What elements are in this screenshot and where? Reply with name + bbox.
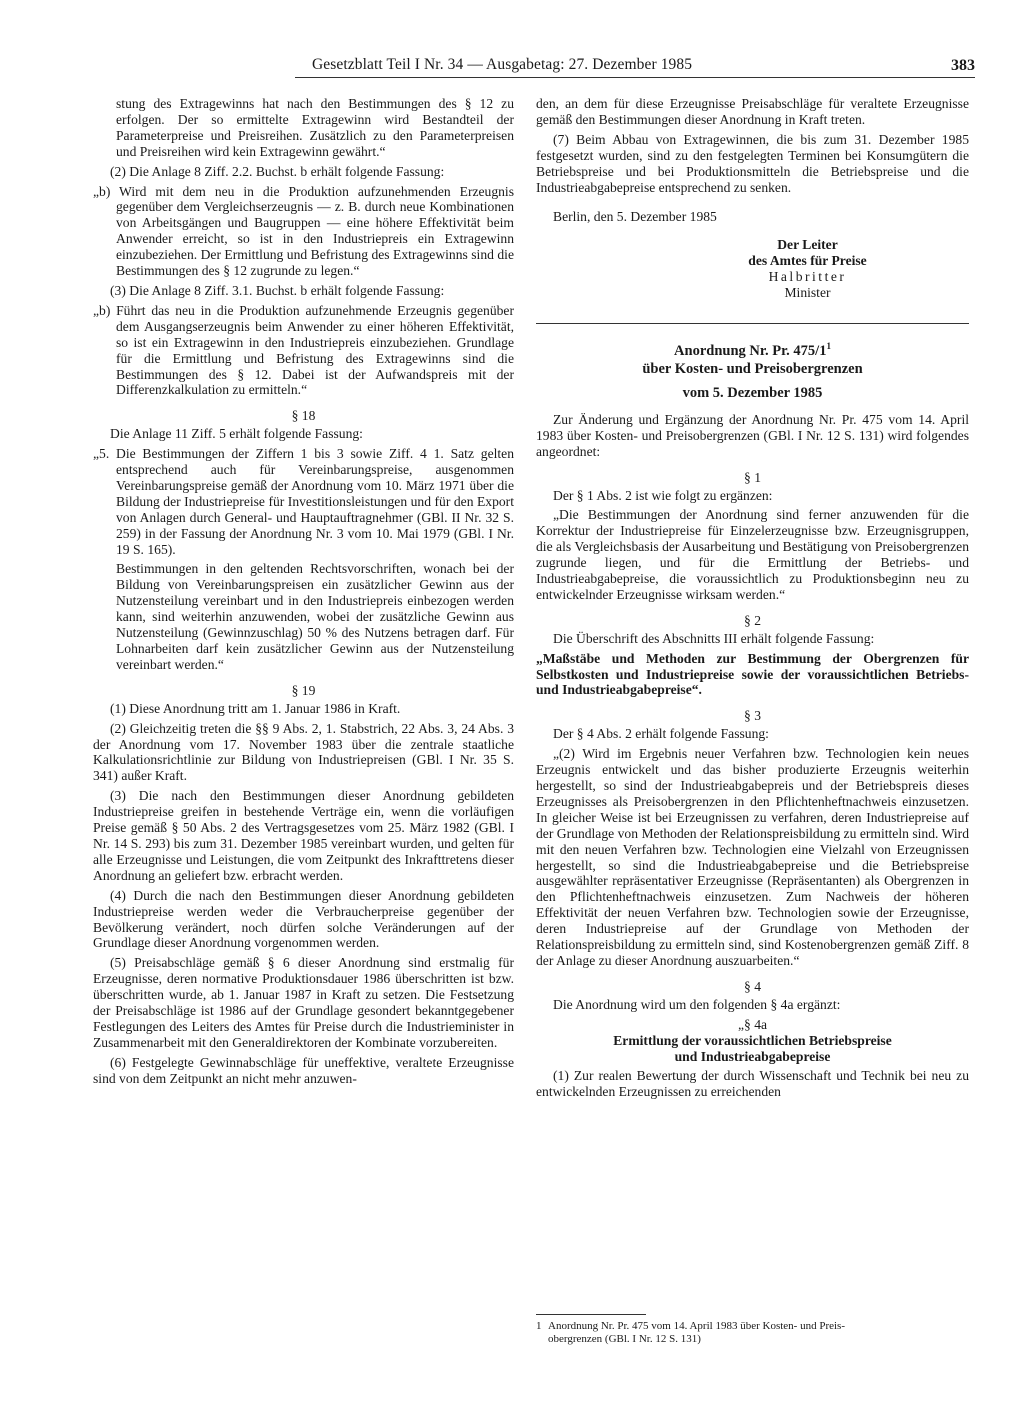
section-19-para-4: (4) Durch die nach den Bestimmungen dieser Anordnung gebildeten Industriepreise werden weder die Verbraucherpreise gegenüber der Bevölkerung verändert, noch dürfen solche Veränderungen auf der Grundlage dieser Anordnung vorgenommen werden. bbox=[93, 887, 514, 951]
section-18-item-5-continued: Bestimmungen in den geltenden Rechtsvorschriften, wonach bei der Bildung von Vereinbarungspreisen ein zusätzlicher Gewinn aus der Nutzensteilung vereinbart und in den Industriepreis einbezogen werden kann, sind weiterhin anzuwenden, wobei der zusätzliche Gewinn aus Nutzensteilung (Gewinnzuschlag) 50 % des Nutzens betragen darf. Für Lohnarbeiten darf kein zusätzlicher Gewinn aus der Nutzensteilung vereinbart werden.“ bbox=[116, 561, 514, 672]
signatory-role-2: des Amtes für Preise bbox=[748, 253, 867, 269]
section-4a-text: (1) Zur realen Bewertung der durch Wissenschaft und Technik bei neu zu entwickelnden Erzeugnissen zu erreichenden bbox=[536, 1068, 969, 1100]
section-divider bbox=[536, 323, 969, 324]
section-18-item-5: „5. Die Bestimmungen der Ziffern 1 bis 3 sowie Ziff. 4 1. Satz gelten entsprechend auch für Vereinbarungspreise, ausgenommen Vereinbarungspreise gemäß der Anordnung vom 10. März 1971 über die Bildung der Industriepreise für Investitionsleistungen und für den Export von Anlagen durch General- und Hauptauftragnehmer (GBl. II Nr. 32 S. 259) in der Fassung der Anordnung Nr. 3 vom 10. Mai 1979 (GBl. I Nr. 19 S. 165). bbox=[93, 446, 514, 557]
ordinance-title-2: über Kosten- und Preisobergrenzen bbox=[642, 360, 863, 377]
page-header bbox=[90, 57, 975, 79]
section-18-intro: Die Anlage 11 Ziff. 5 erhält folgende Fassung: bbox=[110, 426, 363, 442]
ordinance-date: vom 5. Dezember 1985 bbox=[682, 384, 823, 401]
footnote-ref: 1 bbox=[826, 341, 831, 352]
section-4a-title-1: Ermittlung der voraussichtlichen Betriebspreise bbox=[613, 1032, 892, 1048]
section-3-heading: § 3 bbox=[744, 708, 761, 724]
left-column bbox=[93, 96, 514, 1091]
section-19-para-3: (3) Die nach den Bestimmungen dieser Anordnung gebildeten Industriepreise greifen in bestehende Verträge ein, wenn die vorläufigen Preise gemäß § 50 Abs. 2 des Vertragsgesetzes vom 25. März 1982 (GBl. I Nr. 14 S. 293) bis zum 31. Dezember 1985 vereinbart wurden, und gelten für alle Erzeugnisse und Leistungen, die vom Zeitpunkt des Inkrafttretens dieser Anordnung an geliefert bzw. erbracht werden. bbox=[93, 788, 514, 883]
signatory-role-1: Der Leiter bbox=[777, 237, 838, 253]
section-19-para-1: (1) Diese Anordnung tritt am 1. Januar 1986 in Kraft. bbox=[110, 700, 401, 716]
page-number: 383 bbox=[951, 57, 975, 74]
section-4-intro: Die Anordnung wird um den folgenden § 4a ergänzt: bbox=[553, 996, 841, 1012]
footnote-number: 1 bbox=[536, 1320, 542, 1332]
section-2-text: „Maßstäbe und Methoden zur Bestimmung der Obergrenzen für Selbstkosten und Industriepreise sowie der voraussichtlichen Betriebs- und Industrieabgabepreise“. bbox=[536, 650, 969, 698]
footnote-line-2: obergrenzen (GBl. I Nr. 12 S. 131) bbox=[548, 1333, 701, 1345]
section-3-text: „(2) Wird im Ergebnis neuer Verfahren bzw. Technologien kein neues Erzeugnis entwickelt und das bisher produzierte Erzeugnis weiterhin hergestellt, so sind der Industrieabgabepreis und der Betriebspreis dieses Erzeugnisses als Preisobergrenzen in den Pflichtenheftnachweis einzusetzen. In gleicher Weise ist bei Erzeugnissen zu verfahren, deren Industriepreise auf der Grundlage von Methoden der Relationspreisbildung zu ermitteln sind. Wird mit den neuen Verfahren bzw. Technologien eine Vielzahl von Erzeugnissen hergestellt, so sind die Industrieabgabepreise und die Betriebspreise ausgewählter repräsentativer Erzeugnisse (Repräsentanten) als Obergrenzen in den Pflichtenheftnachweis einzusetzen. Zum Nachweis der höheren Effektivität der neuen Verfahren bzw. Technologien sowie der Erzeugnisse, deren Industriepreise auf der Grundlage von Methoden der Relationspreisbildung zu ermitteln sind, sind Kostenobergrenzen gemäß Ziff. 8 der Anlage zu dieser Anordnung auszuarbeiten.“ bbox=[536, 746, 969, 968]
section-18-heading: § 18 bbox=[291, 408, 316, 424]
section-19-para-5: (5) Preisabschläge gemäß § 6 dieser Anordnung sind erstmalig für Erzeugnisse, deren normative Produktionsdauer 1986 überschritten ist bzw. überschritten wurde, ab 1. Januar 1987 in Kraft zu setzen. Die Festsetzung der Preisabschläge ist 1986 auf der Grundlage gesondert bekanntgegebener Festlegungen des Leiters des Amtes für Preise durch die Industrieminister in Zusammenarbeit mit den Generaldirektoren der Kombinate vorzubereiten. bbox=[93, 955, 514, 1050]
place-date: Berlin, den 5. Dezember 1985 bbox=[553, 209, 717, 225]
section-2-heading: § 2 bbox=[744, 612, 761, 628]
section-19-heading: § 19 bbox=[291, 682, 316, 698]
footnote bbox=[536, 1320, 969, 1346]
signatory-name: Halbritter bbox=[768, 269, 847, 285]
section-1-text: „Die Bestimmungen der Anordnung sind ferner anzuwenden für die Korrektur der Industriepreise für Einzelerzeugnisse bzw. Erzeugnisgruppen, die als Vergleichsbasis der Ausarbeitung und Bestätigung von Preisobergrenzen zugrunde liegen, und für die Ermittlung der Betriebs- und Industrieabgabepreise, die voraussichtlich zu Produktionsbeginn neu zu entwickelnder Erzeugnisse wirksam werden.“ bbox=[536, 507, 969, 602]
left-continuation-paragraph: stung des Extragewinns hat nach den Bestimmungen des § 12 zu erfolgen. Der so ermittelte Extragewinn wird Bestandteil der Parameterpreise und Preisreihen. Zusätzlich zu den Parameterpreisen und Preisreihen wird kein Extragewinn gewährt.“ bbox=[116, 96, 514, 159]
section-4-heading: § 4 bbox=[744, 978, 761, 994]
ordinance-intro: Zur Änderung und Ergänzung der Anordnung Nr. Pr. 475 vom 14. April 1983 über Kosten- und Preisobergrenzen (GBl. I Nr. 12 S. 131) wird folgendes angeordnet: bbox=[536, 411, 969, 459]
header-title: Gesetzblatt Teil I Nr. 34 — Ausgabetag: 27. Dezember 1985 bbox=[312, 56, 693, 73]
paragraph-7: (7) Beim Abbau von Extragewinnen, die bis zum 31. Dezember 1985 festgesetzt wurden, sind zu den festgelegten Terminen bei Konsumgütern die Betriebspreise und bei Produktionsmitteln die Betriebspreise und die Industrieabgabepreise entsprechend zu senken. bbox=[536, 131, 969, 195]
right-column bbox=[536, 96, 969, 1104]
section-3-intro: Der § 4 Abs. 2 erhält folgende Fassung: bbox=[553, 726, 769, 742]
ordinance-title-1: Anordnung Nr. Pr. $475/1^1$ bbox=[674, 341, 831, 359]
footnote-rule bbox=[536, 1314, 646, 1315]
section-19-para-6: (6) Festgelegte Gewinnabschläge für uneffektive, veraltete Erzeugnisse sind von dem Zeitpunkt an nicht mehr anzuwen- bbox=[93, 1054, 514, 1086]
section-19-para-2: (2) Gleichzeitig treten die §§ 9 Abs. 2, 1. Stabstrich, 22 Abs. 3, 24 Abs. 3 der Anordnung vom 17. November 1983 über die zentrale staatliche Kalkulationsrichtlinie zur Bildung von Industriepreisen (GBl. I Nr. 35 S. 341) außer Kraft. bbox=[93, 720, 514, 784]
footnote-line-1: 1 Anordnung Nr. Pr. 475 vom 14. April 1983 über Kosten- und Preis- bbox=[536, 1320, 845, 1332]
section-4a-heading: „§ 4a bbox=[737, 1016, 768, 1032]
section-1-heading: § 1 bbox=[744, 469, 761, 485]
header-rule bbox=[295, 77, 975, 78]
quote-b-2: „b) Führt das neu in die Produktion aufzunehmende Erzeugnis gegenüber dem Ausgangserzeugnis beim Anwender zu einer höheren Effektivität, so ist ein Extragewinn in den Industriepreis einzubeziehen. Grundlage für die Ermittlung und Befristung des Extragewinns sind die Bestimmungen des § 12. Dabei ist der Aufwandspreis mit der Differenzkalkulation zu ermitteln.“ bbox=[93, 302, 514, 398]
section-2-intro: Die Überschrift des Abschnitts III erhält folgende Fassung: bbox=[553, 630, 875, 646]
paragraph-3: (3) Die Anlage 8 Ziff. 3.1. Buchst. b erhält folgende Fassung: bbox=[110, 282, 445, 298]
signature-block bbox=[536, 237, 969, 301]
right-continuation-paragraph: den, an dem für diese Erzeugnisse Preisabschläge für veraltete Erzeugnisse gemäß den Bestimmungen dieser Anordnung in Kraft treten. bbox=[536, 96, 969, 127]
section-1-intro: Der § 1 Abs. 2 ist wie folgt zu ergänzen: bbox=[553, 487, 773, 503]
signatory-title: Minister bbox=[784, 285, 831, 301]
quote-b-1: „b) Wird mit dem neu in die Produktion aufzunehmenden Erzeugnis gegenüber dem Vergleichserzeugnis — z. B. durch neue Kombinationen von Arbeitsgängen und Baugruppen — eine höhere Effektivität beim Anwender erreicht, so ist in den Industriepreis ein Extragewinn einzubeziehen. Der Ermittlung und Befristung des Extragewinns sind die Bestimmungen des § 12 zugrunde zu legen.“ bbox=[93, 183, 514, 279]
paragraph-2: (2) Die Anlage 8 Ziff. 2.2. Buchst. b erhält folgende Fassung: bbox=[110, 163, 445, 179]
section-4a-title-2: und Industrieabgabepreise bbox=[674, 1048, 831, 1064]
